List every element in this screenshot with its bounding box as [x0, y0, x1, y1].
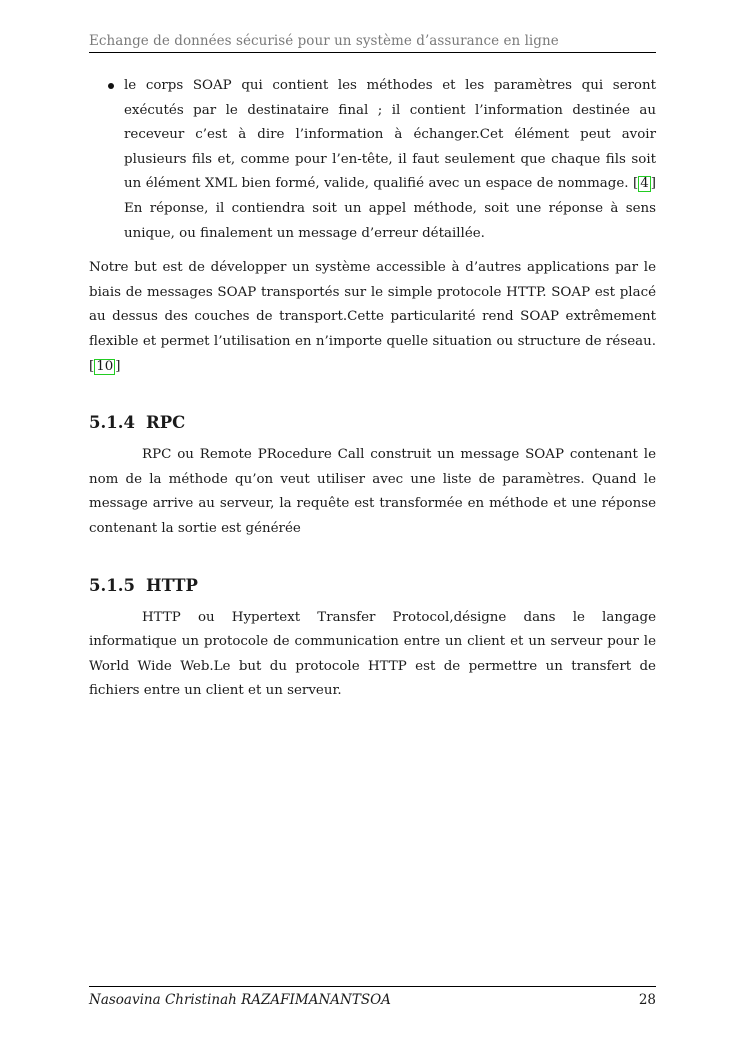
soap-paragraph-text: Notre but est de développer un système accessible à d’autres applications par le biais de messages SOAP transportés sur le simple protocole HTTP. SOAP est placé au dessus des couches de transport.Cette particularité rend SOAP extrêmement flexible et permet l’utilisation en n’importe quelle situation ou structure de réseau.: [89, 260, 656, 349]
bullet-icon: [108, 83, 114, 89]
citation-link-4[interactable]: 4: [640, 176, 649, 192]
section-number: 5.1.5: [89, 575, 135, 595]
section-heading-rpc: [89, 411, 656, 435]
citation-link-10[interactable]: 10: [96, 358, 114, 374]
bullet-text-part2: En réponse, il contiendra soit un appel méthode, soit une réponse à sens unique, ou finalement un message d’erreur détaillée.: [124, 200, 656, 241]
section-number: 5.1.4: [89, 413, 135, 433]
footer-author: Nasoavina Christinah RAZAFIMANANTSOA: [89, 992, 391, 1008]
section-title: RPC: [146, 413, 186, 433]
page-footer: [89, 986, 656, 1008]
http-paragraph: HTTP ou Hypertext Transfer Protocol,désigne dans le langage informatique un protocole de communication entre un client et un serveur pour le World Wide Web.Le but du protocole HTTP est de permettre un transfert de fichiers entre un client et un serveur.: [89, 609, 656, 699]
running-header: [89, 30, 656, 53]
page-body: [89, 74, 656, 704]
bullet-text-part1: le corps SOAP qui contient les méthodes et les paramètres qui seront exécutés par le destinataire final ; il contient l’information destinée au receveur c’est à dire l’information à échanger.Cet élément peut avoir plusieurs fils et, comme pour l’en-tête, il faut seulement que chaque fils soit un élément XML bien formé, valide, qualifié avec un espace de nommage.: [124, 78, 656, 192]
section-title: HTTP: [146, 575, 198, 595]
section-heading-http: [89, 574, 656, 598]
soap-paragraph: Notre but est de développer un système accessible à d’autres applications par le biais de messages SOAP transportés sur le simple protocole HTTP. SOAP est placé au dessus des couches de transport.Cette particularité rend SOAP extrêmement flexible et permet l’utilisation en n’importe quelle situation ou structure de réseau. [ 10 ]: [89, 260, 656, 374]
list-item: le corps SOAP qui contient les méthodes et les paramètres qui seront exécutés par le destinataire final ; il contient l’information destinée au receveur c’est à dire l’information à échanger.Cet élément peut avoir plusieurs fils et, comme pour l’en-tête, il faut seulement que chaque fils soit un élément XML bien formé, valide, qualifié avec un espace de nommage. [ 4 ] En réponse, il contiendra soit un appel méthode, soit une réponse à sens unique, ou finalement un message d’erreur détaillée.: [124, 74, 656, 246]
rpc-paragraph: RPC ou Remote PRocedure Call construit un message SOAP contenant le nom de la méthode qu’on veut utiliser avec une liste de paramètres. Quand le message arrive au serveur, la requête est transformée en méthode et une réponse contenant la sortie est générée: [89, 447, 656, 536]
page-number: 28: [638, 992, 656, 1008]
bullet-list: [89, 74, 656, 246]
running-title: Echange de données sécurisé pour un système d’assurance en ligne: [89, 33, 559, 49]
